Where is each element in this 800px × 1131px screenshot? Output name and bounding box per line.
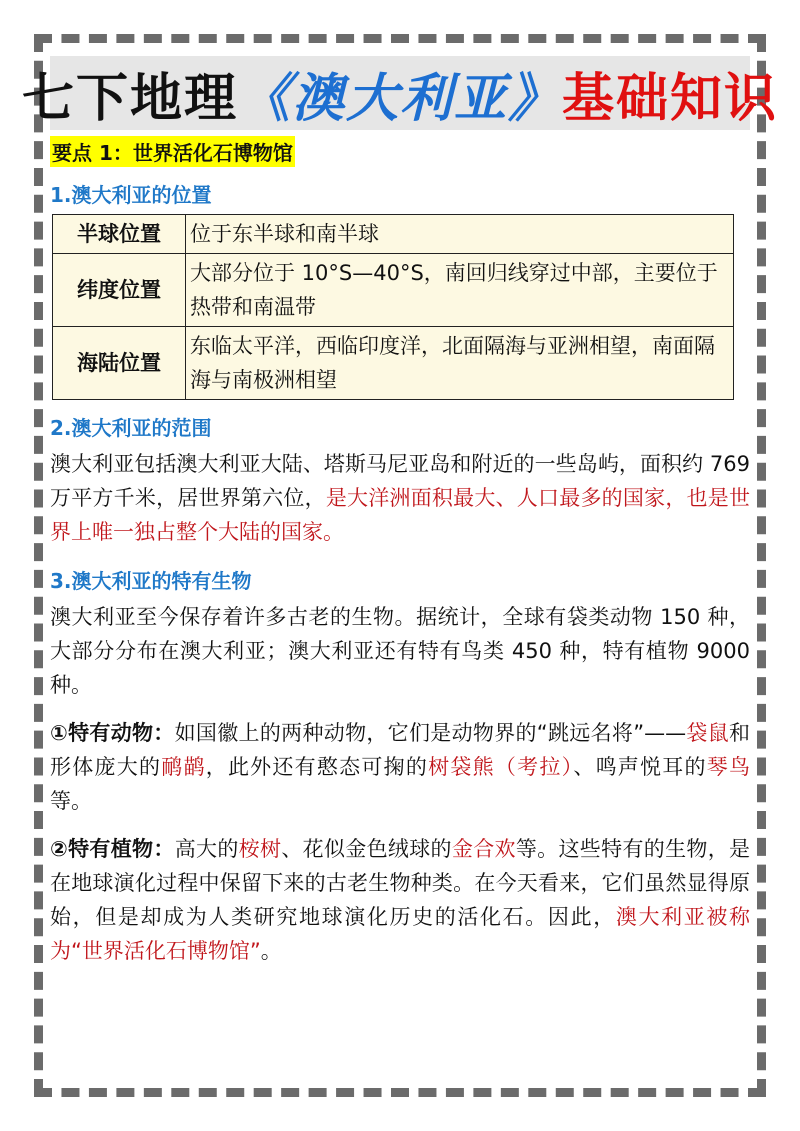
animals-text: 如国徽上的两种动物，它们是动物界的“跳远名将”——	[174, 721, 687, 745]
species-intro: 澳大利亚至今保存着许多古老的生物。据统计，全球有袋类动物 150 种，大部分分布在澳大利亚；澳大利亚还有特有鸟类 450 种，特有植物 9000 种。	[50, 605, 750, 697]
row-label: 海陆位置	[53, 327, 186, 400]
plants-text: 等。这些特有的生物，是在地球演化过程中保留下来的古老生物种类。在今天看来，它们虽然显得原始，但是却成为人类研究地球演化历史的活化石。因此，	[50, 837, 751, 929]
range-highlight: 是大洋洲面积最大、人口最多的国家，也是世界上唯一独占整个大陆的国家。	[50, 486, 750, 544]
table-row	[53, 327, 734, 400]
range-paragraph	[50, 447, 750, 549]
koala-highlight: 树袋熊（考拉）	[428, 755, 574, 779]
title-part-2: 《澳大利亚》	[238, 68, 563, 129]
plants-label: ②特有植物：	[50, 837, 175, 861]
animals-text: ，此外还有憨态可掬的	[205, 755, 429, 779]
kangaroo-highlight: 袋鼠	[686, 721, 730, 745]
eucalyptus-highlight: 桉树	[238, 837, 282, 861]
animals-label: ①特有动物：	[50, 721, 175, 745]
row-value: 东临太平洋，西临印度洋，北面隔海与亚洲相望，南面隔海与南极洲相望	[186, 327, 734, 400]
page-title	[21, 56, 779, 130]
museum-highlight: 澳大利亚被称为“世界活化石博物馆”	[50, 905, 751, 963]
plants-text: 。	[260, 939, 282, 963]
acacia-highlight: 金合欢	[451, 837, 516, 861]
location-table	[52, 214, 734, 400]
animals-text: 、鸣声悦耳的	[573, 755, 707, 779]
section-2-heading: 2.澳大利亚的范围	[50, 416, 212, 440]
animals-text: 等。	[50, 789, 92, 813]
row-value: 位于东半球和南半球	[186, 215, 734, 254]
animals-text: 和形体庞大的	[50, 721, 751, 779]
animals-paragraph	[50, 716, 750, 818]
title-part-3: 基础知识	[562, 68, 779, 129]
section-3-heading: 3.澳大利亚的特有生物	[50, 569, 252, 593]
lyrebird-highlight: 琴鸟	[706, 755, 751, 779]
row-label: 半球位置	[53, 215, 186, 254]
row-value: 大部分位于 10°S—40°S，南回归线穿过中部，主要位于热带和南温带	[186, 254, 734, 327]
row-label: 纬度位置	[53, 254, 186, 327]
plants-text: 、花似金色绒球的	[281, 837, 452, 861]
range-text: 澳大利亚包括澳大利亚大陆、塔斯马尼亚岛和附近的一些岛屿，面积约 769 万平方千米，居世界第六位，	[50, 452, 750, 510]
table-row	[53, 215, 734, 254]
keypoint-label: 要点 1：世界活化石博物馆	[50, 136, 295, 167]
plants-text: 高大的	[174, 837, 239, 861]
title-part-1: 七下地理	[21, 68, 238, 129]
table-row	[53, 254, 734, 327]
emu-highlight: 鸸鹋	[161, 755, 206, 779]
document-page	[21, 50, 779, 968]
section-1-heading: 1.澳大利亚的位置	[50, 183, 212, 207]
plants-paragraph	[50, 832, 750, 968]
